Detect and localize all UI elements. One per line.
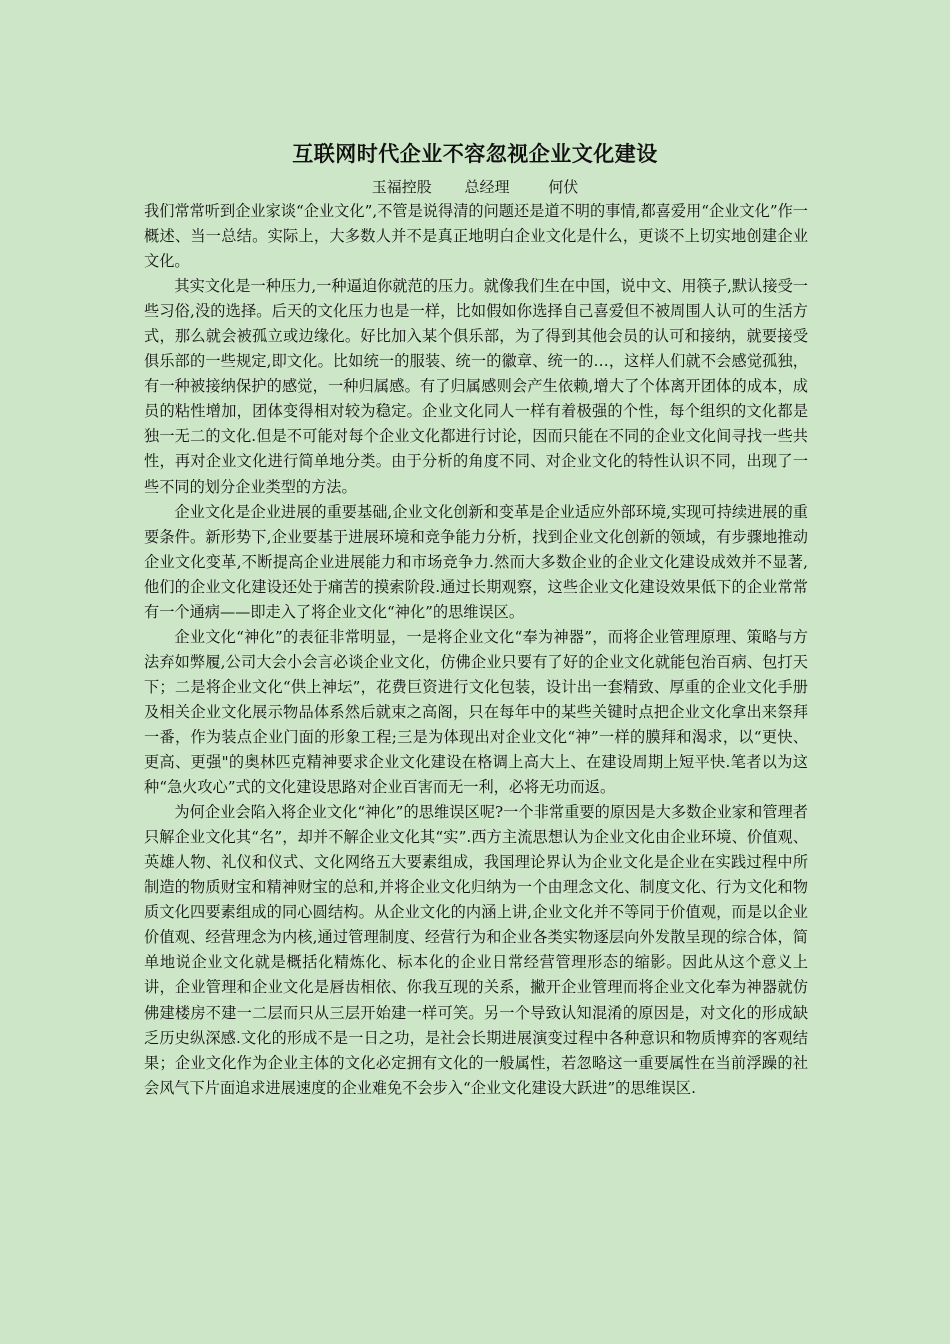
byline-role: 总经理 [464, 178, 510, 196]
paragraph-culture-foundation: 企业文化是企业进展的重要基础,企业文化创新和变革是企业适应外部环境,实现可持续进展的重要条件。新形势下,企业要基于进展环境和竞争能力分析，找到企业文化创新的领域，有步骤地推动企业文化变革,不断提高企业进展能力和市场竞争力.然而大多数企业的企业文化建设成效并不显著,他们的企业文化建设还处于痛苦的摸索阶段.通过长期观察，这些企业文化建设效果低下的企业常常有一个通病——即走入了将企业文化“神化”的思维误区。 [144, 502, 808, 621]
byline-company: 玉福控股 [371, 178, 432, 196]
byline-author: 何伏 [548, 178, 579, 196]
byline [0, 176, 950, 197]
paragraph-deification-signs: 企业文化“神化”的表征非常明显，一是将企业文化“奉为神器”，而将企业管理原理、策略与方法弃如弊履,公司大会小会言必谈企业文化，仿佛企业只要有了好的企业文化就能包治百病、包打天下；二是将企业文化“供上神坛”，花费巨资进行文化包装，设计出一套精致、厚重的企业文化手册及相关企业文化展示物品体系然后就束之高阁，只在每年中的某些关键时点把企业文化拿出来祭拜一番，作为装点企业门面的形象工程;三是为体现出对企业文化“神”一样的膜拜和渴求，以“更快、更高、更强"的奥林匹克精神要求企业文化建设在格调上高大上、在建设周期上短平快.笔者以为这种“急火攻心”式的文化建设思路对企业百害而无一利，必将无功而返。 [144, 627, 808, 797]
paragraph-intro: 我们常常听到企业家谈“企业文化”,不管是说得清的问题还是道不明的事情,都喜爱用“企业文化”作一概述、当一总结。实际上，大多数人并不是真正地明白企业文化是什么，更谈不上切实地创建企业文化。 [144, 202, 808, 271]
document-title: 互联网时代企业不容忽视企业文化建设 [292, 141, 658, 166]
article-body [144, 199, 808, 1101]
paragraph-culture-pressure: 其实文化是一种压力,一种逼迫你就范的压力。就像我们生在中国，说中文、用筷子,默认接受一些习俗,没的选择。后天的文化压力也是一样，比如假如你选择自己喜爱但不被周围人认可的生活方式，那么就会被孤立或边缘化。好比加入某个俱乐部，为了得到其他会员的认可和接纳，就要接受俱乐部的一些规定,即文化。比如统一的服装、统一的徽章、统一的…，这样人们就不会感觉孤独，有一种被接纳保护的感觉，一种归属感。有了归属感则会产生依赖,增大了个体离开团体的成本，成员的粘性增加，团体变得相对较为稳定。企业文化同人一样有着极强的个性，每个组织的文化都是独一无二的文化.但是不可能对每个企业文化都进行讨论，因而只能在不同的企业文化间寻找一些共性，再对企业文化进行简单地分类。由于分析的角度不同、对企业文化的特性认识不同，出现了一些不同的划分企业类型的方法。 [144, 277, 808, 496]
paragraph-deification-causes: 为何企业会陷入将企业文化“神化”的思维误区呢?一个非常重要的原因是大多数企业家和管理者只解企业文化其“名”，却并不解企业文化其“实”.西方主流思想认为企业文化由企业环境、价值观、英雄人物、礼仪和仪式、文化网络五大要素组成，我国理论界认为企业文化是企业在实践过程中所制造的物质财宝和精神财宝的总和,并将企业文化归纳为一个由理念文化、制度文化、行为文化和物质文化四要素组成的同心圆结构。从企业文化的内涵上讲,企业文化并不等同于价值观，而是以企业价值观、经营理念为内核,通过管理制度、经营行为和企业各类实物逐层向外发散呈现的综合体，简单地说企业文化就是概括化精炼化、标本化的企业日常经营管理形态的缩影。因此从这个意义上讲，企业管理和企业文化是唇齿相依、你我互现的关系，撇开企业管理而将企业文化奉为神器就仿佛建楼房不建一二层而只从三层开始建一样可笑。另一个导致认知混淆的原因是，对文化的形成缺乏历史纵深感.文化的形成不是一日之功，是社会长期进展演变过程中各种意识和物质博弈的客观结果；企业文化作为企业主体的文化必定拥有文化的一般属性，若忽略这一重要属性在当前浮躁的社会风气下片面追求进展速度的企业难免不会步入“企业文化建设大跃进”的思维误区. [144, 803, 808, 1097]
